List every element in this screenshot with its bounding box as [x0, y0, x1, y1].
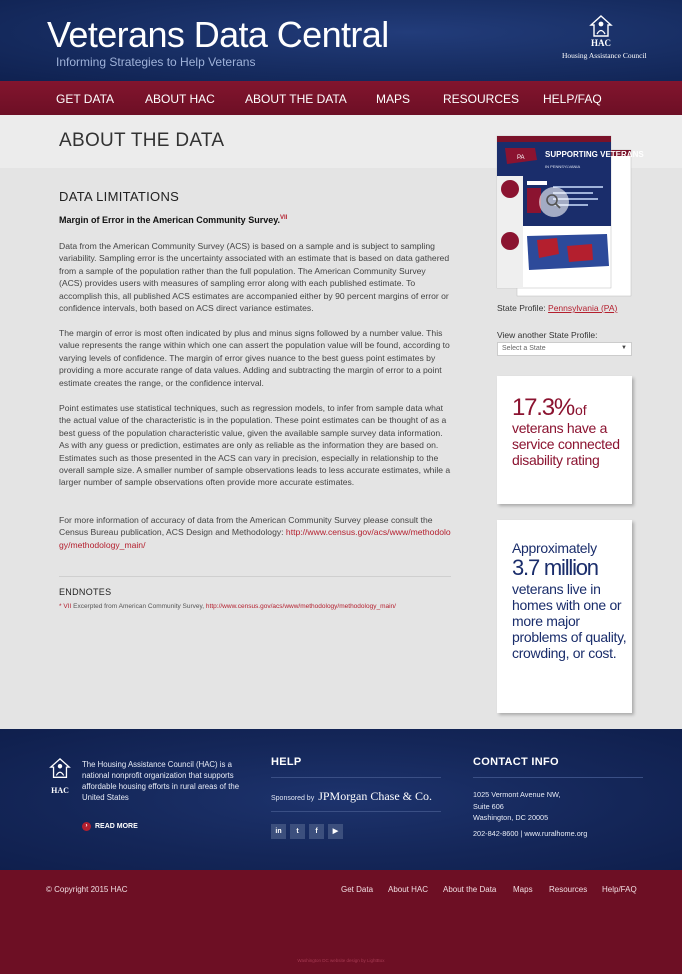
stat-card-1-text: veterans have a service connected disability rating [512, 420, 620, 468]
linkedin-icon[interactable]: in [271, 824, 286, 839]
address-line-2: Suite 606 [473, 801, 504, 811]
profile-state-code: PA [517, 155, 525, 161]
footer-help-title: HELP [271, 756, 302, 768]
paragraph-2: The margin of error is most often indicated by plus and minus signs followed by a number value. This value represents the range within which one can assert the population value will be found, according to varying levels of confidence. The margin of error gives nuance to the best guess point estimates by providing a more accurate range of data values. Adding and subtracting the margin of error to a point estimate creates the range, or the confidence interval. [59, 328, 450, 388]
footer-divider [271, 811, 441, 812]
profile-subheading: IN PENNSYLVANIA [545, 164, 581, 169]
main-nav [0, 81, 682, 115]
read-more-label: READ MORE [95, 823, 138, 830]
facebook-icon[interactable]: f [309, 824, 324, 839]
footer-logo-text: HAC [51, 786, 69, 795]
view-state-label: View another State Profile: [497, 330, 598, 340]
endnote-mark[interactable]: * VII [59, 603, 72, 610]
paragraph-4-text: For more information of accuracy of data from the American Community Survey please consult the Census Bureau publication, ACS Design and Methodology: [59, 515, 433, 538]
nav-help-faq[interactable]: HELP/FAQ [543, 92, 602, 106]
paragraph-1: Data from the American Community Survey (ACS) is based on a sample and is subject to sampling variability. Sampling error is the uncertainty associated with an estimate that is based on data gathered from a sample of the population rather than the full population. The American Community Survey (ACS) provides users with measures of sampling error along with each published estimate. To accomplish this, all published ACS estimates are accompanied either by 90 percent margins of error or confidence intervals, both based on ACS direct variance estimates. [59, 241, 450, 314]
stat-card-2-value: 3.7 million [512, 555, 598, 580]
hac-logo[interactable] [562, 14, 647, 70]
bottom-bar [0, 870, 682, 974]
footer-link-maps[interactable]: Maps [513, 885, 533, 894]
sponsor-name[interactable]: JPMorgan Chase & Co. [318, 789, 432, 803]
hac-logo-text: HAC [591, 38, 611, 48]
footer-link-get-data[interactable]: Get Data [341, 885, 374, 894]
stat-card-housing [497, 520, 632, 713]
state-profile [497, 303, 617, 313]
state-profile-label: State Profile: [497, 303, 549, 313]
state-profile-link[interactable]: Pennsylvania (PA) [548, 303, 618, 313]
twitter-icon[interactable]: t [290, 824, 305, 839]
state-profile-thumbnail[interactable] [497, 136, 644, 298]
footer-contact-title: CONTACT INFO [473, 756, 559, 768]
page-title: ABOUT THE DATA [59, 130, 225, 151]
chevron-down-icon: ▼ [621, 345, 627, 351]
footer-house-icon [47, 757, 73, 781]
section-title: DATA LIMITATIONS [59, 189, 180, 204]
nav-about-hac[interactable]: ABOUT HAC [145, 92, 215, 106]
stat-card-1-value: 17.3% [512, 394, 575, 421]
endnotes-title: ENDNOTES [59, 587, 112, 597]
paragraph-4 [59, 514, 451, 551]
nav-about-the-data[interactable]: ABOUT THE DATA [245, 92, 347, 106]
profile-heading: SUPPORTING VETERANS [545, 150, 644, 159]
paragraph-3: Point estimates use statistical techniques, such as regression models, to infer from sample data what the actual value of the characteristic is in the population. These point estimates can be thought of as a best guess of the population characteristic value, given the available sample survey data information. As with any guess or prediction, estimates are only as reliable as the information they are based on. Estimates such as those presented in the ACS can vary in precision, especially in relationship to the overall sample size. A smaller number of sample observations leads to less accurate estimates, while a larger number of sample observations often provide more accurate estimates. [59, 403, 451, 488]
social-links [271, 824, 343, 839]
state-select-value: Select a State [502, 345, 546, 352]
nav-get-data[interactable]: GET DATA [56, 92, 115, 106]
footer-link-help-faq[interactable]: Help/FAQ [602, 885, 637, 894]
methodology-link[interactable]: http://www.census.gov/acs/www/methodology/methodology_main/ [59, 527, 451, 550]
subhead-text: Margin of Error in the American Community Survey. [59, 215, 281, 225]
footer-about-text: The Housing Assistance Council (HAC) is a national nonprofit organization that supports affordable housing efforts in rural areas of the United States [82, 760, 240, 802]
hac-house-icon [589, 14, 613, 40]
address-line-1: 1025 Vermont Avenue NW, [473, 790, 561, 799]
footer-link-about-hac[interactable]: About HAC [388, 885, 429, 894]
footer-link-resources[interactable]: Resources [549, 885, 588, 894]
site-footer [0, 729, 682, 870]
nav-resources[interactable]: RESOURCES [443, 92, 520, 106]
site-title[interactable]: Veterans Data Central [47, 14, 389, 55]
stat-card-1-of: of [575, 402, 587, 418]
nav-maps[interactable]: MAPS [376, 92, 411, 106]
stat-card-disability [497, 376, 632, 504]
subhead [59, 215, 287, 225]
youtube-icon[interactable]: ▶ [328, 824, 343, 839]
copyright: © Copyright 2015 HAC [46, 885, 128, 894]
state-select[interactable] [497, 342, 632, 356]
endnote-text: Excerpted from American Community Survey, [71, 603, 206, 610]
read-more-link[interactable] [82, 822, 138, 831]
footer-link-about-the-data[interactable]: About the Data [443, 885, 497, 894]
site-header [0, 0, 682, 81]
address-line-3: Washington, DC 20005 [473, 813, 549, 823]
footer-logo[interactable] [46, 757, 74, 793]
footer-divider [473, 777, 643, 778]
footer-phone-website[interactable]: 202-842-8600 | www.ruralhome.org [473, 829, 588, 838]
hac-logo-name: Housing Assistance Council [562, 51, 647, 60]
subhead-sup[interactable]: VII [280, 215, 288, 221]
site-tagline: Informing Strategies to Help Veterans [56, 55, 256, 69]
endnote [59, 603, 396, 610]
design-credit[interactable]: Washington DC website design by LightBox [297, 958, 385, 963]
endnote-link[interactable]: http://www.census.gov/acs/www/methodology/methodology_main/ [205, 603, 396, 610]
footer-address [473, 789, 560, 824]
stat-card-2-text: veterans live in homes with one or more major problems of quality, crowding, or cost. [512, 581, 627, 661]
footer-divider [271, 777, 441, 778]
stat-card-2-prefix: Approximately [512, 540, 597, 556]
arrow-right-icon: › [82, 822, 91, 831]
footer-sponsor [271, 789, 432, 804]
divider [59, 576, 451, 577]
sponsored-by-label: Sponsored by [271, 795, 315, 802]
